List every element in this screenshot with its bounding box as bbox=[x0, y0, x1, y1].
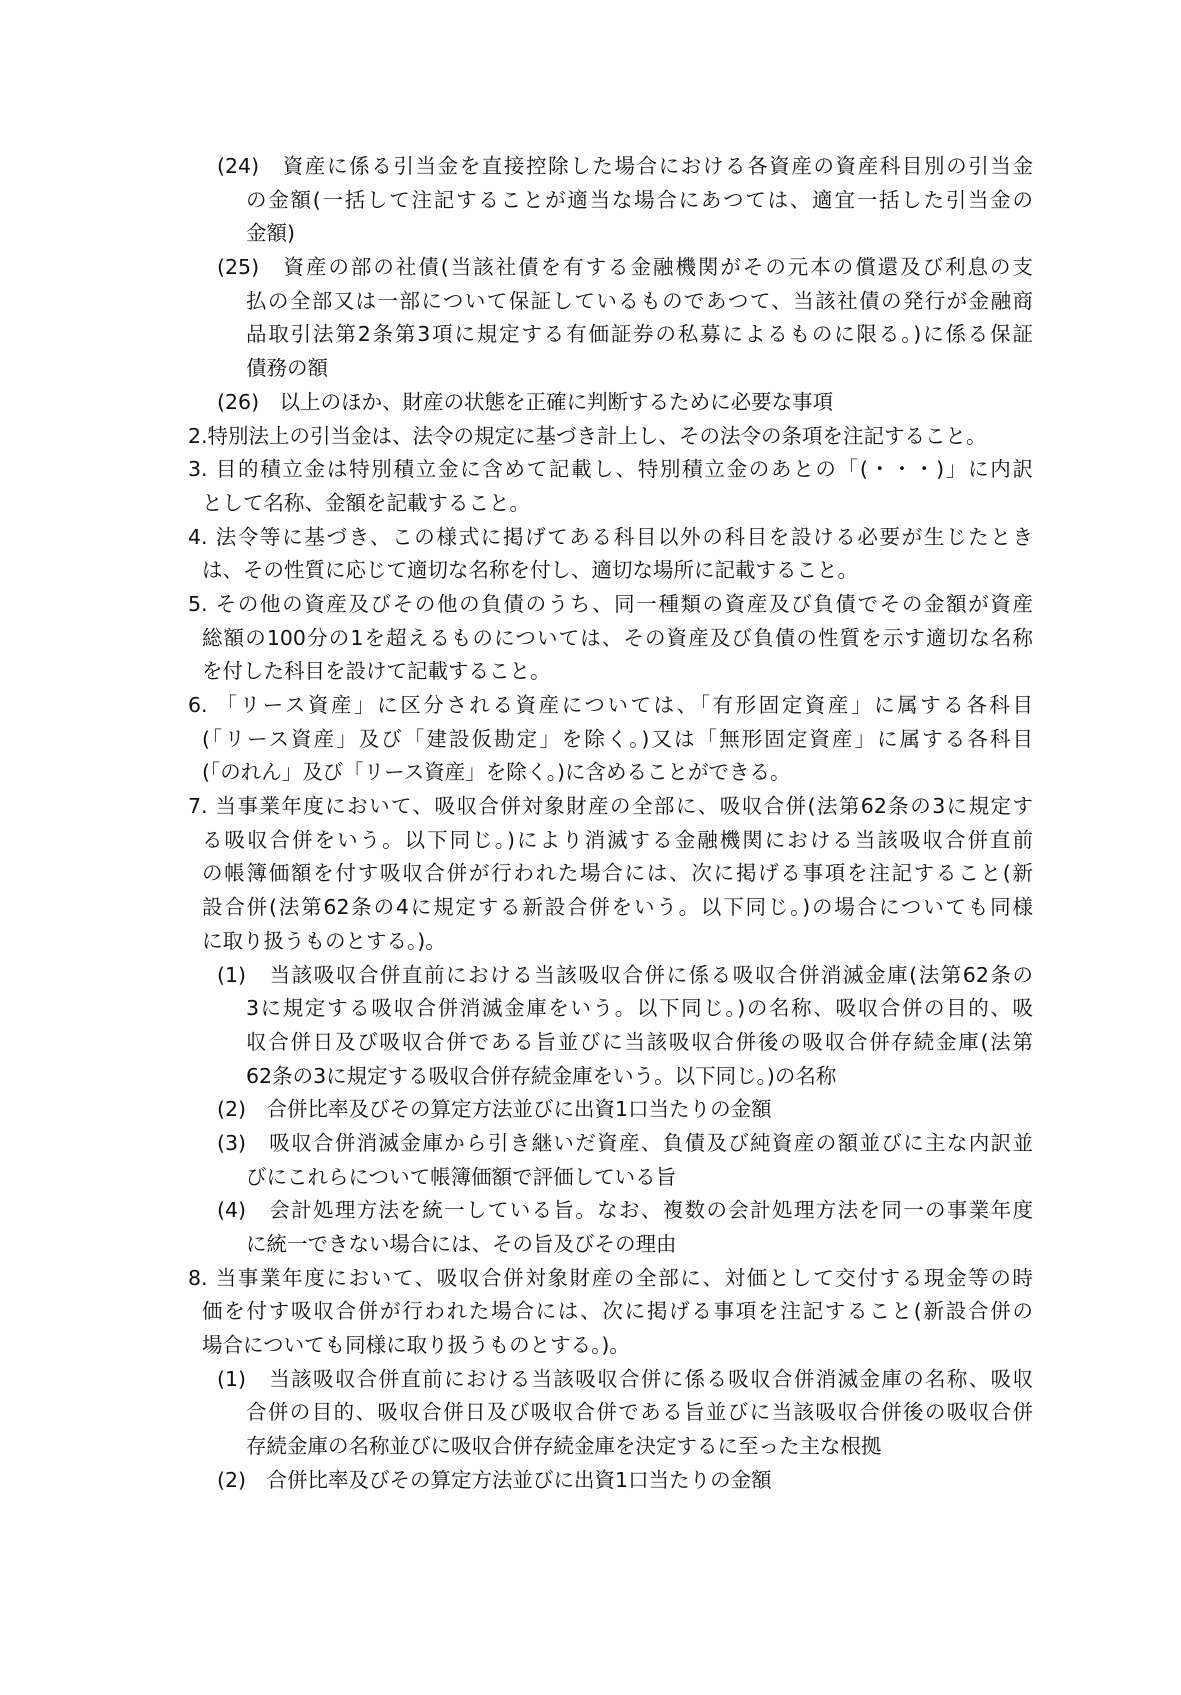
text-line: (1) 当該吸収合併直前における当該吸収合併に係る吸収合併消滅金庫の名称、吸収 bbox=[217, 1366, 1033, 1391]
text-line: 3に規定する吸収合併消滅金庫をいう。以下同じ。)の名称、吸収合併の目的、吸 bbox=[246, 996, 1033, 1021]
text-line: 合併の目的、吸収合併日及び吸収合併である旨並びに当該吸収合併後の吸収合併 bbox=[246, 1400, 1033, 1425]
text-line: の帳簿価額を付す吸収合併が行われた場合には、次に掲げる事項を注記すること(新 bbox=[202, 861, 1033, 886]
text-line: (「リース資産」及び「建設仮勘定」を除く。)又は「無形固定資産」に属する各科目 bbox=[202, 726, 1033, 751]
text-line: を付した科目を設けて記載すること。 bbox=[202, 659, 551, 684]
text-line: 62条の3に規定する吸収合併存続金庫をいう。以下同じ。)の名称 bbox=[246, 1063, 837, 1088]
text-line: (3) 吸収合併消滅金庫から引き継いだ資産、負債及び純資産の額並びに主な内訳並 bbox=[217, 1130, 1033, 1155]
sub-item-7-3 bbox=[188, 1127, 1033, 1194]
text-line: (2) 合併比率及びその算定方法並びに出資1口当たりの金額 bbox=[217, 1467, 772, 1492]
sub-item-26 bbox=[188, 386, 1033, 420]
note-item-6 bbox=[188, 689, 1033, 790]
text-line: (24) 資産に係る引当金を直接控除した場合における各資産の資産科目別の引当金 bbox=[217, 154, 1033, 178]
text-line: に統一できない場合には、その旨及びその理由 bbox=[246, 1232, 677, 1256]
text-line: に取り扱うものとする。)。 bbox=[202, 928, 446, 953]
sub-item-7-2 bbox=[188, 1093, 1033, 1127]
text-line: 価を付す吸収合併が行われた場合には、次に掲げる事項を注記すること(新設合併の bbox=[202, 1299, 1033, 1324]
note-item-7 bbox=[188, 790, 1033, 958]
sub-item-24 bbox=[188, 150, 1033, 251]
text-line: 存続金庫の名称並びに吸収合併存続金庫を決定するに至った主な根拠 bbox=[246, 1434, 882, 1459]
text-line: (「のれん」及び「リース資産」を除く。)に含めることができる。 bbox=[202, 760, 791, 785]
text-line: 3. 目的積立金は特別積立金に含めて記載し、特別積立金のあとの「(・・・)」に内訳 bbox=[188, 457, 1033, 482]
text-line: 総額の100分の1を超えるものについては、その資産及び負債の性質を示す適切な名称 bbox=[202, 625, 1033, 650]
sub-item-7-1 bbox=[188, 959, 1033, 1094]
text-line: 8. 当事業年度において、吸収合併対象財産の全部に、対価として交付する現金等の時 bbox=[188, 1265, 1033, 1290]
text-line: 2.特別法上の引当金は、法令の規定に基づき計上し、その法令の条項を注記すること。 bbox=[188, 423, 987, 448]
text-line: は、その性質に応じて適切な名称を付し、適切な場所に記載すること。 bbox=[202, 558, 858, 583]
text-line: (1) 当該吸収合併直前における当該吸収合併に係る吸収合併消滅金庫(法第62条の bbox=[217, 962, 1033, 987]
note-item-5 bbox=[188, 588, 1033, 689]
text-line: (25) 資産の部の社債(当該社債を有する金融機関がその元本の償還及び利息の支 bbox=[217, 255, 1033, 280]
text-line: 品取引法第2条第3項に規定する有価証券の私募によるものに限る。)に係る保証 bbox=[246, 322, 1033, 347]
text-line: の金額(一括して注記することが適当な場合にあつては、適宜一括した引当金の bbox=[246, 187, 1033, 212]
sub-item-8-2 bbox=[188, 1464, 1033, 1498]
text-line: (2) 合併比率及びその算定方法並びに出資1口当たりの金額 bbox=[217, 1097, 772, 1122]
sub-item-25 bbox=[188, 251, 1033, 386]
note-item-8 bbox=[188, 1262, 1033, 1363]
text-line: 金額) bbox=[246, 221, 295, 246]
note-item-3 bbox=[188, 453, 1033, 520]
note-item-4 bbox=[188, 521, 1033, 588]
text-line: 収合併日及び吸収合併である旨並びに当該吸収合併後の吸収合併存続金庫(法第 bbox=[246, 1029, 1033, 1054]
text-line: 場合についても同様に取り扱うものとする。)。 bbox=[202, 1333, 630, 1358]
text-line: びにこれらについて帳簿価額で評価している旨 bbox=[246, 1164, 677, 1189]
note-item-2 bbox=[188, 420, 1033, 454]
text-line: 4. 法令等に基づき、この様式に掲げてある科目以外の科目を設ける必要が生じたとき bbox=[188, 524, 1033, 549]
text-line: として名称、金額を記載すること。 bbox=[202, 490, 530, 515]
text-line: (4) 会計処理方法を統一している旨。なお、複数の会計処理方法を同一の事業年度 bbox=[217, 1198, 1033, 1223]
sub-item-8-1 bbox=[188, 1363, 1033, 1464]
text-line: 払の全部又は一部について保証しているものであつて、当該社債の発行が金融商 bbox=[246, 288, 1033, 313]
sub-item-7-4 bbox=[188, 1194, 1033, 1261]
text-line: 7. 当事業年度において、吸収合併対象財産の全部に、吸収合併(法第62条の3に規定す bbox=[188, 794, 1033, 819]
text-line: (26) 以上のほか、財産の状態を正確に判断するために必要な事項 bbox=[217, 389, 834, 414]
text-line: 設合併(法第62条の4に規定する新設合併をいう。以下同じ。)の場合についても同様 bbox=[202, 895, 1033, 920]
text-line: 5. その他の資産及びその他の負債のうち、同一種類の資産及び負債でその金額が資産 bbox=[188, 591, 1033, 616]
text-line: る吸収合併をいう。以下同じ。)により消滅する金融機関における当該吸収合併直前 bbox=[202, 827, 1033, 852]
text-line: 債務の額 bbox=[246, 356, 328, 381]
document-body bbox=[188, 150, 1033, 1498]
text-line: 6. 「リース資産」に区分される資産については、「有形固定資産」に属する各科目 bbox=[188, 693, 1033, 717]
